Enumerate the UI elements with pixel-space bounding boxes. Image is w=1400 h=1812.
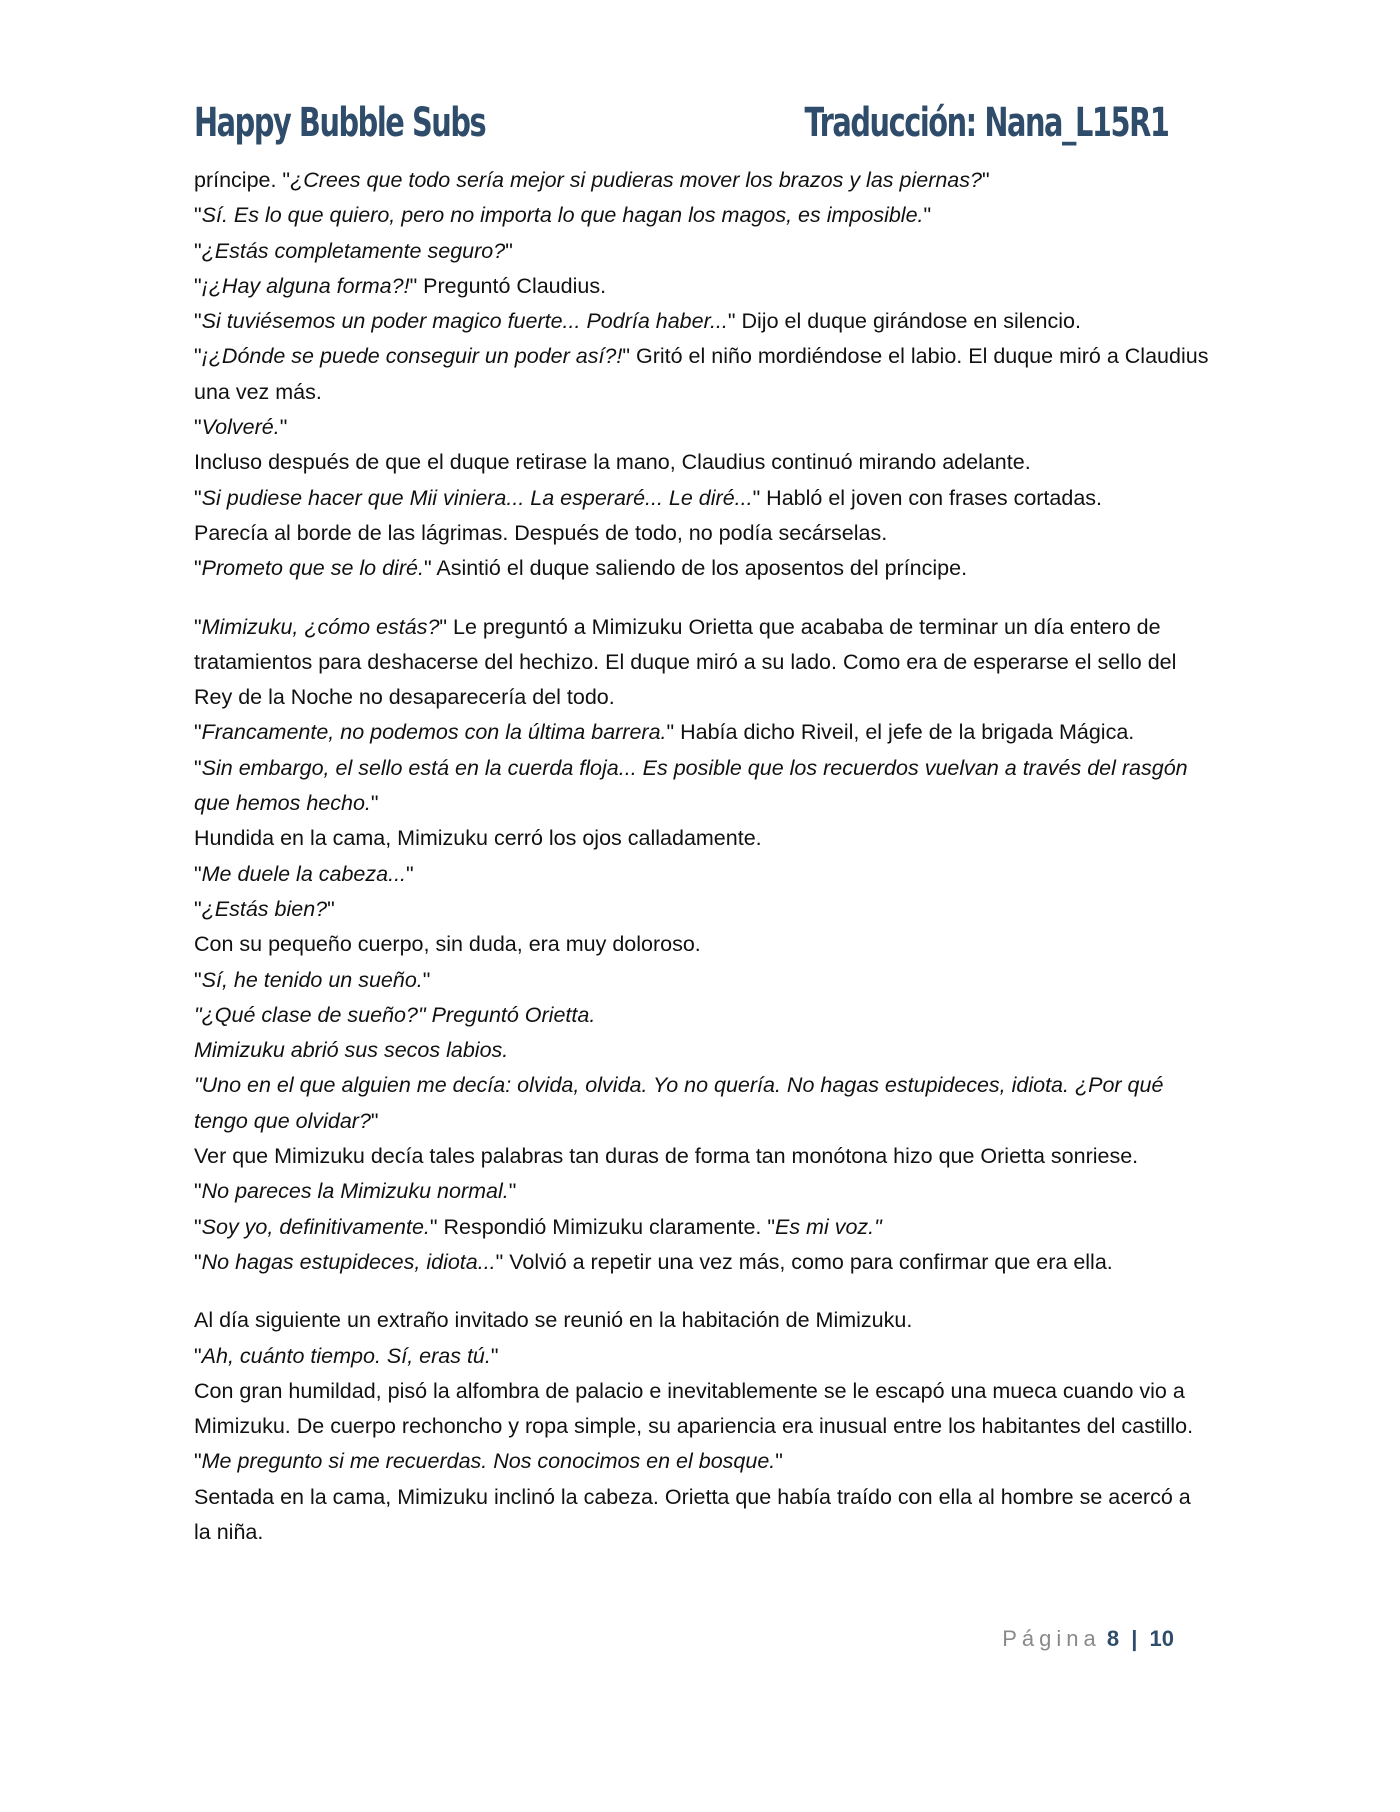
text-run: Al día siguiente un extraño invitado se reunió en la habitación de Mimizuku. (194, 1308, 913, 1333)
italic-run: Sí. Es lo que quiero, pero no importa lo que hagan los magos, es imposible. (201, 203, 924, 228)
italic-run: ¡¿Hay alguna forma?! (201, 273, 410, 298)
text-run: Parecía al borde de las lágrimas. Después de todo, no podía secárselas. (194, 520, 888, 545)
text-run: " (194, 415, 202, 440)
paragraph (194, 1444, 1212, 1479)
page-header (194, 82, 1168, 146)
text-run: " Le preguntó a Mimizuku Orietta que acababa de terminar un día entero de tratamientos para deshacerse del hechizo. El duque miró a su lado. Como era de esperarse el sello del Rey de la Noche no desaparecería del todo. (194, 614, 1177, 710)
paragraph (194, 339, 1212, 410)
paragraph (194, 198, 1212, 233)
header-translation-credit: Traducción: Nana_L15R1 (804, 100, 1168, 146)
text-run: príncipe. " (194, 168, 291, 192)
text-run: " Respondió Mimizuku claramente. " (429, 1214, 775, 1239)
text-run: " (194, 896, 202, 921)
paragraph (194, 1033, 1212, 1068)
paragraph (194, 1245, 1212, 1280)
text-run: " (194, 1214, 202, 1239)
italic-run: Ah, cuánto tiempo. Sí, eras tú. (201, 1343, 491, 1368)
text-run: " (194, 1449, 202, 1474)
text-run: " (370, 1108, 379, 1133)
italic-run: ¿Crees que todo sería mejor si pudieras mover los brazos y las piernas? (290, 168, 982, 192)
text-run: " Preguntó Claudius. (409, 273, 607, 298)
paragraph (194, 715, 1212, 750)
italic-run: Me pregunto si me recuerdas. Nos conocimos en el bosque. (201, 1449, 776, 1474)
paragraph (194, 234, 1212, 269)
text-run: " Asintió el duque saliendo de los aposentos del príncipe. (423, 556, 968, 581)
text-run: " (194, 861, 202, 886)
text-run: " (508, 1179, 517, 1204)
page-separator: | (1131, 1626, 1138, 1651)
paragraph (194, 1339, 1212, 1374)
text-run: " (194, 1343, 202, 1368)
text-run: " (194, 967, 202, 992)
italic-run: ¿Estás bien? (201, 896, 328, 921)
text-run: " (194, 720, 202, 745)
text-section (194, 163, 1212, 587)
paragraph (194, 1480, 1212, 1551)
paragraph (194, 610, 1212, 716)
text-run: " (194, 273, 202, 298)
paragraph (194, 1068, 1212, 1139)
text-run: " (406, 861, 414, 886)
italic-run: Mimizuku abrió sus secos labios. (194, 1038, 509, 1063)
text-run: " (327, 896, 335, 921)
text-run: " Volvió a repetir una vez más, como para confirmar que era ella. (495, 1249, 1113, 1274)
paragraph (194, 1303, 1212, 1338)
italic-run: ¿Estás completamente seguro? (201, 238, 506, 263)
text-run: " Gritó el niño mordiéndose el labio. El duque miró a Claudius una vez más. (194, 344, 1209, 404)
text-run: " Había dicho Riveil, el jefe de la brigada Mágica. (666, 720, 1135, 745)
text-section (194, 1303, 1212, 1550)
text-run: " Habló el joven con frases cortadas. (752, 485, 1103, 510)
paragraph (194, 269, 1212, 304)
text-run: " (194, 344, 202, 369)
text-run: Hundida en la cama, Mimizuku cerró los ojos calladamente. (194, 826, 762, 851)
text-run: " (370, 791, 379, 816)
paragraph (194, 963, 1212, 998)
italic-run: Volveré. (201, 415, 280, 440)
text-run: " (194, 309, 202, 334)
text-run: " (505, 238, 513, 263)
page-current: 8 (1106, 1626, 1120, 1651)
italic-run: Me duele la cabeza... (201, 861, 407, 886)
italic-run: Es mi voz." (774, 1214, 882, 1239)
paragraph (194, 1174, 1212, 1209)
paragraph (194, 163, 1212, 198)
text-run: " (194, 485, 202, 510)
italic-run: Sin embargo, el sello está en la cuerda floja... Es posible que los recuerdos vuelvan a través del rasgón que hemos hecho. (194, 755, 1188, 816)
paragraph (194, 751, 1212, 822)
page-label: Página (1002, 1626, 1101, 1651)
text-run: " (422, 967, 431, 992)
paragraph (194, 516, 1212, 551)
italic-run: Si pudiese hacer que Mii viniera... La esperaré... Le diré... (201, 485, 753, 510)
italic-run: Soy yo, definitivamente. (201, 1214, 430, 1239)
italic-run: "¿Qué clase de sueño?" Preguntó Orietta. (194, 1002, 596, 1027)
italic-run: ¡¿Dónde se puede conseguir un poder así?! (201, 344, 623, 369)
text-run: Incluso después de que el duque retirase la mano, Claudius continuó mirando adelante. (194, 450, 1031, 475)
text-run: " (194, 1179, 202, 1204)
paragraph (194, 445, 1212, 480)
italic-run: No hagas estupideces, idiota... (201, 1249, 496, 1274)
paragraph (194, 551, 1212, 586)
text-run: " (279, 415, 288, 440)
italic-run: Sí, he tenido un sueño. (201, 967, 423, 992)
text-run: Ver que Mimizuku decía tales palabras tan duras de forma tan monótona hizo que Orietta sonriese. (194, 1144, 1139, 1169)
text-run: " (775, 1449, 783, 1474)
page-footer (1002, 1622, 1174, 1656)
text-run: " (923, 203, 932, 228)
text-run: " (194, 614, 202, 639)
italic-run: Si tuviésemos un poder magico fuerte... Podría haber... (201, 309, 728, 334)
text-run: " (194, 1249, 202, 1274)
paragraph (194, 892, 1212, 927)
italic-run: "Uno en el que alguien me decía: olvida, olvida. Yo no quería. No hagas estupideces, idiota. ¿Por qué tengo que olvidar? (194, 1073, 1164, 1133)
paragraph (194, 304, 1212, 339)
header-group-name: Happy Bubble Subs (194, 100, 486, 146)
page-total: 10 (1149, 1626, 1174, 1651)
text-run: " (194, 556, 202, 581)
text-run: " (194, 203, 202, 228)
paragraph (194, 410, 1212, 445)
paragraph (194, 1374, 1212, 1445)
paragraph (194, 1139, 1212, 1174)
paragraph (194, 1210, 1212, 1245)
italic-run: Prometo que se lo diré. (201, 556, 424, 581)
text-run: Con gran humildad, pisó la alfombra de palacio e inevitablemente se le escapó una mueca cuando vio a Mimizuku. De cuerpo rechoncho y ropa simple, su apariencia era inusual entre los habitantes del castillo. (194, 1378, 1194, 1439)
text-run: " (981, 168, 990, 192)
paragraph (194, 857, 1212, 892)
text-run: " (490, 1343, 499, 1368)
text-section (194, 610, 1212, 1281)
text-run: Sentada en la cama, Mimizuku inclinó la cabeza. Orietta que había traído con ella al hombre se acercó a la niña. (194, 1484, 1191, 1544)
text-run: Con su pequeño cuerpo, sin duda, era muy doloroso. (194, 932, 701, 957)
paragraph (194, 927, 1212, 962)
paragraph (194, 821, 1212, 856)
italic-run: Mimizuku, ¿cómo estás? (201, 614, 440, 639)
italic-run: No pareces la Mimizuku normal. (201, 1179, 509, 1204)
paragraph (194, 481, 1212, 516)
text-run: " (194, 755, 202, 780)
paragraph (194, 998, 1212, 1033)
italic-run: Francamente, no podemos con la última barrera. (201, 720, 667, 745)
text-run: " (194, 238, 202, 263)
text-run: " Dijo el duque girándose en silencio. (727, 309, 1081, 334)
document-body (194, 163, 1212, 1550)
